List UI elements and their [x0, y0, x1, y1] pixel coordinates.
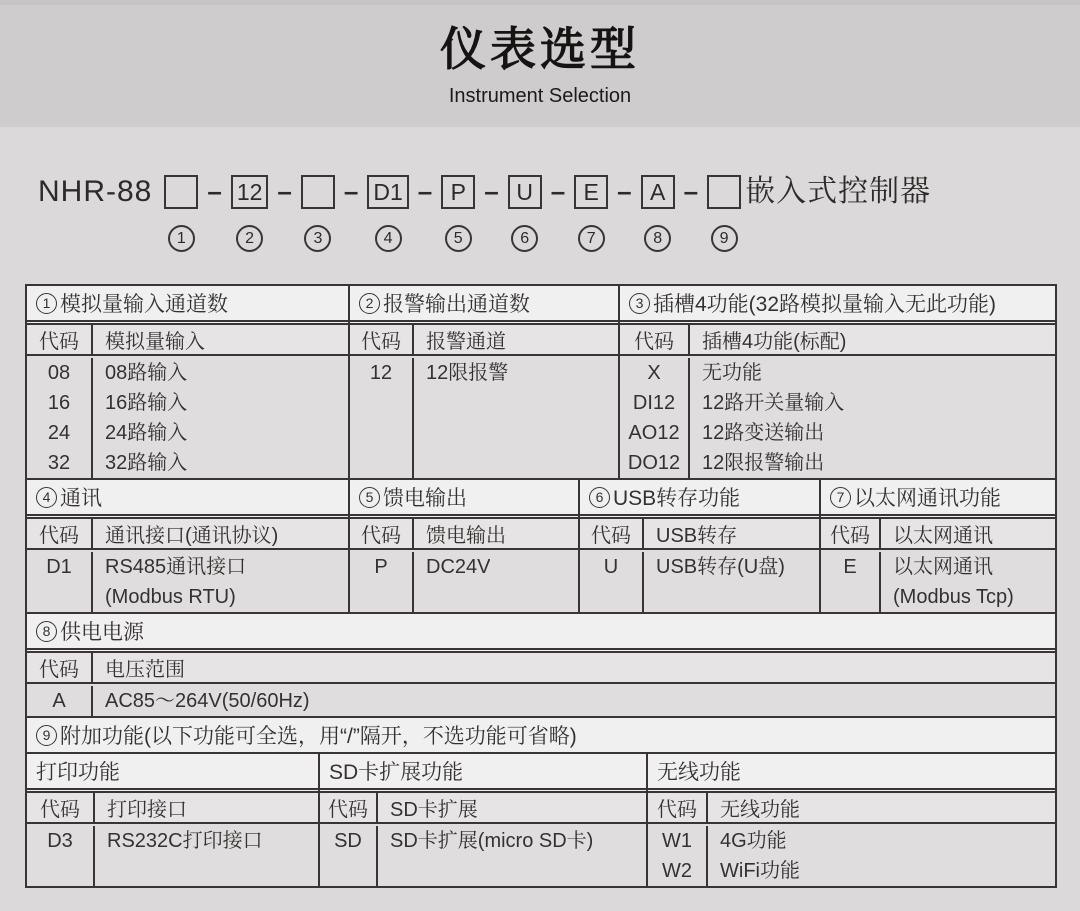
circled-number-1: 1	[168, 225, 195, 252]
code-column-header: 代码	[821, 519, 881, 548]
selection-table-band-3	[25, 612, 1057, 718]
code-value: AO12	[628, 422, 680, 444]
section-title-text: 以太网通讯功能	[854, 487, 1001, 510]
model-box-9	[707, 175, 741, 209]
section-title-text: 无线功能	[657, 761, 741, 784]
section-title	[648, 754, 1055, 793]
desc-value: WiFi功能	[720, 860, 800, 882]
desc-column-header: 报警通道	[426, 331, 506, 353]
model-box-6: U	[508, 175, 542, 209]
model-box-7: E	[574, 175, 608, 209]
section-power-supply	[27, 614, 1055, 716]
desc-cells	[414, 358, 508, 478]
section-title-text: 模拟量输入通道数	[60, 293, 228, 316]
circled-number-7: 7	[578, 225, 605, 252]
code-value: D3	[47, 830, 73, 852]
desc-value: (Modbus Tcp)	[893, 586, 1014, 608]
selection-table-band-5	[25, 752, 1057, 888]
circled-number-icon: 2	[359, 293, 380, 314]
section-title	[350, 286, 618, 325]
code-value: 32	[47, 452, 71, 474]
table-header-row	[821, 519, 1055, 550]
dash-separator: –	[207, 176, 222, 206]
code-value: E	[843, 556, 857, 578]
model-code-line	[0, 127, 1080, 284]
desc-column-header: SD卡扩展	[390, 799, 478, 821]
desc-value: 4G功能	[720, 830, 787, 852]
table-body	[350, 356, 618, 478]
section-slot4-function	[618, 286, 1055, 478]
code-value: P	[374, 556, 388, 578]
table-body	[580, 550, 819, 612]
section-ethernet	[819, 480, 1055, 612]
circled-number-icon: 3	[629, 293, 650, 314]
desc-value: DC24V	[426, 556, 491, 578]
model-prefix: NHR-88	[38, 175, 153, 208]
code-column-header: 代码	[27, 793, 95, 822]
section-print-function	[27, 754, 318, 886]
dash-separator: –	[417, 176, 433, 206]
desc-cells	[378, 826, 593, 886]
dash-separator: –	[343, 176, 359, 206]
model-box-5: P	[441, 175, 475, 209]
dash-separator: –	[550, 176, 566, 206]
model-box-1	[164, 175, 198, 209]
code-value: 24	[47, 422, 71, 444]
section-analog-input-channels	[27, 286, 348, 478]
section-feed-output	[348, 480, 578, 612]
code-value: 16	[47, 392, 71, 414]
desc-value: USB转存(U盘)	[656, 556, 785, 578]
dash-separator: –	[277, 176, 292, 206]
circled-number-icon: 5	[359, 487, 380, 508]
section-title-text: 插槽4功能(32路模拟量输入无此功能)	[653, 293, 997, 316]
table-header-row	[580, 519, 819, 550]
circled-number-2: 2	[236, 225, 263, 252]
table-body	[27, 824, 318, 886]
desc-column-header: 插槽4功能(标配)	[702, 331, 847, 353]
desc-column-header: USB转存	[656, 525, 738, 547]
code-value: 08	[47, 362, 71, 384]
code-column-header: 代码	[320, 793, 378, 822]
section-title-text: SD卡扩展功能	[329, 761, 464, 784]
desc-cells	[708, 826, 800, 886]
code-value: A	[52, 690, 66, 712]
circled-number-icon: 7	[830, 487, 851, 508]
table-header-row	[350, 519, 578, 550]
model-segment-6	[508, 173, 542, 252]
table-body	[27, 356, 348, 478]
model-segment-7	[574, 173, 608, 252]
dash-separator: –	[683, 176, 699, 206]
code-value: W1	[662, 830, 692, 852]
section-wireless-function	[646, 754, 1055, 886]
desc-value: 12限报警输出	[702, 452, 825, 474]
code-cells	[350, 358, 414, 478]
desc-cells	[93, 358, 187, 478]
desc-value: 以太网通讯	[893, 556, 993, 578]
section-usb-transfer	[578, 480, 819, 612]
model-segment-8	[641, 173, 675, 252]
model-box-4: D1	[367, 175, 408, 209]
desc-value: (Modbus RTU)	[105, 586, 236, 608]
section-sd-card-function	[318, 754, 646, 886]
code-column-header: 代码	[620, 325, 690, 354]
desc-column-header: 模拟量输入	[105, 331, 205, 353]
desc-value: RS232C打印接口	[107, 830, 263, 852]
circled-number-icon: 1	[36, 293, 57, 314]
selection-table-band-4	[25, 716, 1057, 754]
desc-cells	[690, 358, 844, 478]
table-header-row	[350, 325, 618, 356]
table-header-row	[27, 793, 318, 824]
section-title-text: 附加功能(以下功能可全选，用“/”隔开，不选功能可省略)	[60, 725, 577, 748]
section-title-text: USB转存功能	[613, 487, 741, 510]
desc-column-header: 以太网通讯	[893, 525, 993, 547]
section-title-text: 报警输出通道数	[383, 293, 530, 316]
code-value: W2	[662, 860, 692, 882]
table-body	[821, 550, 1055, 612]
circled-number-9: 9	[711, 225, 738, 252]
dash-separator: –	[484, 176, 499, 206]
section-title	[821, 480, 1055, 519]
code-column-header: 代码	[648, 793, 708, 822]
desc-column-header: 电压范围	[105, 659, 185, 681]
table-header-row	[320, 793, 646, 824]
desc-value: SD卡扩展(micro SD卡)	[390, 830, 594, 852]
desc-value: 无功能	[702, 362, 762, 384]
desc-value: 32路输入	[105, 452, 188, 474]
code-value: DI12	[632, 392, 676, 414]
desc-value: AC85～264V(50/60Hz)	[105, 690, 310, 712]
circled-number-6: 6	[511, 225, 538, 252]
table-body	[350, 550, 578, 612]
model-box-8: A	[641, 175, 675, 209]
desc-value: 16路输入	[105, 392, 188, 414]
section-alarm-output-channels	[348, 286, 618, 478]
code-column-header: 代码	[350, 325, 414, 354]
code-value: U	[603, 556, 619, 578]
desc-value: 08路输入	[105, 362, 188, 384]
code-column-header: 代码	[580, 519, 644, 548]
model-segment-5	[441, 173, 475, 252]
desc-cells	[644, 552, 785, 612]
code-cells	[27, 552, 93, 612]
desc-cells	[95, 826, 263, 886]
code-cells	[27, 826, 95, 886]
circled-number-icon: 6	[589, 487, 610, 508]
desc-value: RS485通讯接口	[105, 556, 247, 578]
section-title	[350, 480, 578, 519]
desc-value: 24路输入	[105, 422, 188, 444]
code-column-header: 代码	[27, 653, 93, 682]
section-title	[27, 286, 348, 325]
circled-number-icon: 8	[36, 621, 57, 642]
selection-table-band-1	[25, 284, 1057, 480]
table-body	[648, 824, 1055, 886]
code-cells	[350, 552, 414, 612]
page-title: 仪表选型	[440, 23, 640, 76]
code-cells	[27, 358, 93, 478]
code-cells	[620, 358, 690, 478]
section-title	[27, 718, 1055, 752]
circled-number-5: 5	[445, 225, 472, 252]
code-cells	[821, 552, 881, 612]
section-title-text: 打印功能	[36, 761, 120, 784]
section-title-text: 通讯	[60, 487, 102, 510]
section-title	[27, 614, 1055, 653]
code-value: SD	[334, 830, 362, 852]
page-subtitle: Instrument Selection	[448, 84, 632, 107]
desc-value: 12路开关量输入	[702, 392, 845, 414]
section-title	[580, 480, 819, 519]
model-segment-9	[707, 173, 741, 252]
section-title-text: 馈电输出	[383, 487, 467, 510]
code-column-header: 代码	[27, 325, 93, 354]
code-cells	[580, 552, 644, 612]
model-segment-1	[164, 173, 198, 252]
circled-number-icon: 9	[36, 725, 57, 746]
desc-column-header: 馈电输出	[426, 525, 506, 547]
table-header-row	[27, 653, 1055, 684]
section-title	[620, 286, 1055, 325]
desc-cells	[93, 686, 310, 716]
model-segment-2	[231, 173, 269, 252]
desc-value: 12限报警	[426, 362, 509, 384]
desc-cells	[881, 552, 1014, 612]
desc-column-header: 打印接口	[107, 799, 187, 821]
desc-cells	[414, 552, 490, 612]
table-header-row	[648, 793, 1055, 824]
table-header-row	[620, 325, 1055, 356]
circled-number-icon: 4	[36, 487, 57, 508]
section-title	[27, 754, 318, 793]
model-box-3	[301, 175, 335, 209]
model-segment-4	[367, 173, 408, 252]
desc-column-header: 通讯接口(通讯协议)	[105, 525, 279, 547]
code-value: X	[647, 362, 661, 384]
model-box-2: 12	[231, 175, 269, 209]
page-banner	[0, 0, 1080, 127]
code-value: DO12	[627, 452, 681, 474]
table-header-row	[27, 519, 348, 550]
desc-column-header: 无线功能	[720, 799, 800, 821]
code-cells	[320, 826, 378, 886]
circled-number-8: 8	[644, 225, 671, 252]
table-body	[27, 684, 1055, 716]
code-value: 12	[369, 362, 393, 384]
table-body	[620, 356, 1055, 478]
code-cells	[27, 686, 93, 716]
desc-value: 12路变送输出	[702, 422, 825, 444]
section-communication	[27, 480, 348, 612]
circled-number-4: 4	[375, 225, 402, 252]
table-header-row	[27, 325, 348, 356]
code-column-header: 代码	[350, 519, 414, 548]
model-suffix: 嵌入式控制器	[745, 175, 932, 208]
table-body	[320, 824, 646, 886]
code-value: D1	[46, 556, 72, 578]
section-title	[27, 480, 348, 519]
selection-table-band-2	[25, 478, 1057, 614]
table-body	[27, 550, 348, 612]
section-additional-functions	[27, 718, 1055, 752]
code-cells	[648, 826, 708, 886]
circled-number-3: 3	[304, 225, 331, 252]
desc-cells	[93, 552, 246, 612]
model-segment-3	[301, 173, 335, 252]
dash-separator: –	[617, 176, 632, 206]
section-title-text: 供电电源	[60, 621, 144, 644]
code-column-header: 代码	[27, 519, 93, 548]
section-title	[320, 754, 646, 793]
